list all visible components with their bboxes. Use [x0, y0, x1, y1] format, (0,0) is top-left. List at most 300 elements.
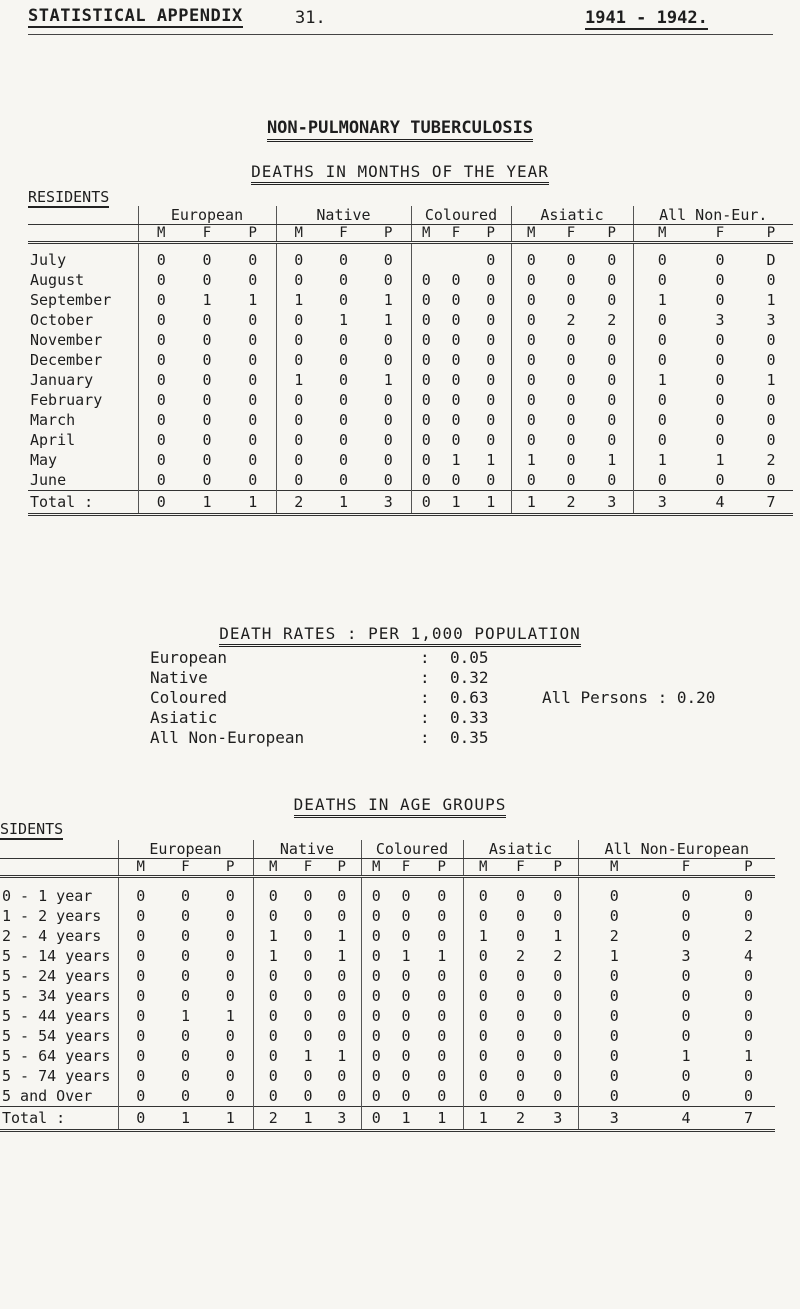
data-cell: 0 — [411, 370, 441, 390]
data-cell: 0 — [578, 986, 650, 1006]
table-row — [0, 1026, 775, 1046]
total-cell: 1 — [391, 1107, 421, 1131]
subcol-header: P — [366, 225, 411, 243]
data-cell: 0 — [463, 906, 503, 926]
data-cell: 0 — [361, 946, 391, 966]
rate-label: Native — [150, 668, 208, 687]
data-cell: 0 — [180, 987, 191, 1005]
data-cell: 0 — [553, 1027, 563, 1045]
rates-heading: DEATH RATES : PER 1,000 POPULATION — [0, 624, 800, 643]
data-cell: 0 — [276, 330, 321, 350]
data-cell: 1 — [681, 1047, 691, 1065]
data-cell: 1 — [337, 947, 347, 965]
data-cell: 1 — [253, 926, 293, 946]
rate-value: 0.05 — [450, 648, 489, 667]
table-row — [28, 290, 793, 310]
data-cell: 0 — [248, 471, 258, 489]
subcol-header: P — [471, 225, 511, 243]
data-cell: 0 — [553, 887, 563, 905]
data-cell: 0 — [401, 1027, 411, 1045]
data-cell: 0 — [303, 987, 313, 1005]
data-cell: 0 — [303, 967, 313, 985]
total-row — [0, 1107, 775, 1131]
data-cell: 0 — [225, 907, 235, 925]
data-cell: 0 — [138, 310, 184, 330]
rate-separator: : — [420, 668, 430, 687]
data-cell: 0 — [463, 1046, 503, 1066]
data-cell: 0 — [633, 430, 691, 450]
data-cell: 1 — [633, 290, 691, 310]
total-cell: 3 — [366, 491, 411, 515]
data-cell: 1 — [743, 1047, 754, 1065]
data-cell: 0 — [515, 987, 526, 1005]
data-cell: 0 — [361, 1066, 391, 1086]
data-cell: 1 — [633, 450, 691, 470]
data-cell: 0 — [118, 926, 163, 946]
total-cell: 1 — [421, 1107, 463, 1131]
subcol-header: P — [538, 859, 578, 877]
data-cell: 0 — [633, 350, 691, 370]
data-cell: 0 — [511, 410, 551, 430]
data-cell: 0 — [411, 390, 441, 410]
data-cell: 0 — [253, 1066, 293, 1086]
data-cell: 0 — [486, 331, 496, 349]
data-cell: 0 — [463, 986, 503, 1006]
data-cell: 0 — [338, 411, 349, 429]
data-cell: 0 — [437, 1007, 447, 1025]
subcol-header: P — [749, 225, 793, 243]
subcol-header: P — [421, 859, 463, 877]
data-cell: 0 — [743, 967, 754, 985]
data-cell: 0 — [253, 906, 293, 926]
subcol-header: M — [578, 859, 650, 877]
table-row — [28, 370, 793, 390]
data-cell: 0 — [578, 1006, 650, 1026]
data-cell: 0 — [253, 1086, 293, 1107]
data-cell: 0 — [451, 411, 461, 429]
data-cell: 0 — [202, 431, 212, 449]
data-cell: 0 — [337, 1067, 347, 1085]
data-cell: 0 — [138, 430, 184, 450]
data-cell: 0 — [338, 271, 349, 289]
subcol-header: F — [321, 225, 366, 243]
data-cell: 0 — [633, 243, 691, 271]
subcol-header: M — [253, 859, 293, 877]
rate-label: All Non-European — [150, 728, 305, 747]
subcol-header: M — [118, 859, 163, 877]
row-label: 0 - 1 year — [2, 887, 93, 905]
data-cell: 0 — [138, 410, 184, 430]
data-cell: 0 — [225, 887, 235, 905]
total-cell: 7 — [749, 491, 793, 515]
data-cell: 1 — [276, 370, 321, 390]
data-cell: 1 — [715, 451, 725, 469]
data-cell: 0 — [511, 290, 551, 310]
data-cell: 0 — [511, 370, 551, 390]
data-cell: 1 — [338, 311, 349, 329]
total-cell: 3 — [538, 1107, 578, 1131]
data-cell: 0 — [401, 927, 411, 945]
total-cell: 3 — [633, 491, 691, 515]
rate-row — [150, 688, 530, 708]
data-cell: 0 — [681, 927, 691, 945]
data-cell: 0 — [437, 907, 447, 925]
data-cell: 0 — [566, 471, 576, 489]
months-table — [28, 206, 793, 516]
data-cell: 0 — [202, 311, 212, 329]
data-cell: 0 — [248, 371, 258, 389]
table-row — [28, 350, 793, 370]
appendix-heading: STATISTICAL APPENDIX — [28, 6, 243, 26]
data-cell: 0 — [437, 1087, 447, 1105]
data-cell: 0 — [303, 1067, 313, 1085]
data-cell: 0 — [202, 471, 212, 489]
total-cell: 7 — [722, 1107, 775, 1131]
data-cell: 0 — [180, 927, 191, 945]
subcol-header: F — [184, 225, 230, 243]
data-cell: 0 — [118, 946, 163, 966]
data-cell: 0 — [253, 966, 293, 986]
data-cell: 0 — [303, 1027, 313, 1045]
data-cell: 0 — [225, 1027, 235, 1045]
data-cell: 0 — [451, 271, 461, 289]
data-cell: 0 — [337, 887, 347, 905]
data-cell: 0 — [180, 947, 191, 965]
data-cell: 0 — [202, 351, 212, 369]
subcol-header: F — [650, 859, 722, 877]
row-label: 5 - 64 years — [2, 1047, 111, 1065]
data-cell: 1 — [511, 450, 551, 470]
data-cell: 0 — [553, 967, 563, 985]
data-cell: 0 — [437, 927, 447, 945]
rate-row — [150, 668, 530, 688]
subcol-header: M — [276, 225, 321, 243]
total-cell: 1 — [163, 1107, 208, 1131]
data-cell: 0 — [715, 411, 725, 429]
data-cell: 3 — [715, 311, 725, 329]
data-cell: 0 — [681, 1087, 691, 1105]
data-cell — [411, 243, 441, 271]
data-cell: 0 — [253, 1006, 293, 1026]
data-cell: 0 — [715, 351, 725, 369]
data-cell: 0 — [118, 966, 163, 986]
data-cell: 0 — [463, 1006, 503, 1026]
data-cell: 0 — [276, 270, 321, 290]
data-cell: 1 — [766, 371, 776, 389]
subcol-header: M — [511, 225, 551, 243]
data-cell: 0 — [337, 987, 347, 1005]
data-cell: 0 — [437, 1047, 447, 1065]
data-cell: 0 — [338, 351, 349, 369]
data-cell: 0 — [607, 251, 617, 269]
table-row — [28, 243, 793, 271]
data-cell: 0 — [248, 311, 258, 329]
row-label: July — [30, 251, 67, 269]
total-cell: 4 — [691, 491, 749, 515]
rate-separator: : — [420, 648, 430, 667]
total-cell: 3 — [591, 491, 633, 515]
row-label: December — [30, 351, 103, 369]
data-cell: 0 — [451, 291, 461, 309]
subcol-header: F — [551, 225, 591, 243]
data-cell: 0 — [743, 907, 754, 925]
total-cell: 1 — [184, 491, 230, 515]
data-cell: 0 — [248, 271, 258, 289]
data-cell: 0 — [225, 927, 235, 945]
subcol-header: P — [208, 859, 253, 877]
total-cell: 1 — [208, 1107, 253, 1131]
data-cell: 0 — [411, 470, 441, 491]
data-cell: 0 — [515, 927, 526, 945]
subcol-header: M — [411, 225, 441, 243]
data-cell: 2 — [515, 947, 526, 965]
data-cell: 0 — [515, 1007, 526, 1025]
data-cell: 0 — [486, 251, 496, 269]
data-cell: 0 — [202, 391, 212, 409]
page-title: NON-PULMONARY TUBERCULOSIS — [0, 118, 800, 138]
data-cell: 0 — [715, 331, 725, 349]
data-cell: 0 — [401, 887, 411, 905]
data-cell: 0 — [566, 331, 576, 349]
data-cell: 0 — [248, 331, 258, 349]
data-cell: 0 — [411, 350, 441, 370]
data-cell: 0 — [118, 1066, 163, 1086]
data-cell: 0 — [607, 291, 617, 309]
data-cell: 0 — [511, 470, 551, 491]
data-cell: 0 — [337, 1027, 347, 1045]
rate-label: Asiatic — [150, 708, 218, 727]
total-cell: 2 — [253, 1107, 293, 1131]
row-label: September — [30, 291, 112, 309]
data-cell: 0 — [681, 967, 691, 985]
group-header: Asiatic — [463, 840, 578, 859]
data-cell: 0 — [138, 290, 184, 310]
data-cell: 0 — [553, 1087, 563, 1105]
data-cell: 0 — [276, 450, 321, 470]
data-cell: 0 — [138, 330, 184, 350]
data-cell: 0 — [607, 351, 617, 369]
data-cell: 0 — [553, 1007, 563, 1025]
data-cell: 0 — [566, 391, 576, 409]
data-cell: 0 — [511, 430, 551, 450]
data-cell: 0 — [486, 291, 496, 309]
data-cell: 0 — [715, 291, 725, 309]
year-range: 1941 - 1942. — [585, 8, 708, 28]
data-cell: 0 — [202, 271, 212, 289]
data-cell: 0 — [515, 1027, 526, 1045]
subcol-header: P — [591, 225, 633, 243]
row-label: May — [30, 451, 58, 469]
data-cell: 0 — [361, 906, 391, 926]
rate-value: 0.32 — [450, 668, 489, 687]
subcol-header: P — [323, 859, 361, 877]
data-cell: 0 — [515, 1047, 526, 1065]
data-cell: 0 — [401, 907, 411, 925]
row-label: February — [30, 391, 103, 409]
data-cell: 0 — [276, 410, 321, 430]
total-cell: 3 — [578, 1107, 650, 1131]
row-label: 5 - 54 years — [2, 1027, 111, 1045]
data-cell: 0 — [118, 1086, 163, 1107]
data-cell: 0 — [276, 243, 321, 271]
data-cell: 0 — [361, 986, 391, 1006]
rate-separator: : — [420, 728, 430, 747]
data-cell: 0 — [118, 1046, 163, 1066]
data-cell: 1 — [451, 451, 461, 469]
data-cell: 0 — [303, 947, 313, 965]
data-cell: 0 — [607, 411, 617, 429]
group-header: Native — [253, 840, 361, 859]
subcol-header: P — [722, 859, 775, 877]
data-cell: 0 — [202, 411, 212, 429]
data-cell: 0 — [248, 451, 258, 469]
data-cell: 0 — [607, 271, 617, 289]
data-cell: 0 — [451, 431, 461, 449]
data-cell: 0 — [515, 967, 526, 985]
total-label: Total : — [0, 1107, 118, 1131]
data-cell: 0 — [383, 271, 393, 289]
data-cell: D — [766, 251, 776, 269]
data-cell: 0 — [607, 391, 617, 409]
data-cell: 1 — [202, 291, 212, 309]
data-cell — [441, 243, 471, 271]
data-cell: 0 — [361, 1006, 391, 1026]
data-cell: 1 — [225, 1007, 235, 1025]
data-cell: 1 — [383, 311, 393, 329]
row-label: 5 - 44 years — [2, 1007, 111, 1025]
data-cell: 0 — [578, 1086, 650, 1107]
data-cell: 0 — [383, 471, 393, 489]
data-cell: 0 — [633, 310, 691, 330]
table-row — [0, 1066, 775, 1086]
data-cell: 1 — [248, 291, 258, 309]
total-cell: 2 — [503, 1107, 538, 1131]
data-cell: 0 — [180, 887, 191, 905]
data-cell: 0 — [486, 271, 496, 289]
data-cell: 0 — [383, 451, 393, 469]
data-cell: 0 — [715, 251, 725, 269]
data-cell: 0 — [248, 251, 258, 269]
group-header: Asiatic — [511, 206, 633, 225]
rate-value: 0.33 — [450, 708, 489, 727]
data-cell: 0 — [766, 331, 776, 349]
data-cell: 0 — [566, 371, 576, 389]
group-header: European — [138, 206, 276, 225]
row-label: April — [30, 431, 76, 449]
total-label: Total : — [28, 491, 138, 515]
data-cell: 0 — [118, 906, 163, 926]
group-header: Native — [276, 206, 411, 225]
data-cell: 0 — [451, 311, 461, 329]
data-cell: 0 — [463, 1066, 503, 1086]
data-cell: 0 — [248, 351, 258, 369]
row-label: 5 and Over — [2, 1087, 93, 1105]
data-cell: 0 — [338, 251, 349, 269]
data-cell: 0 — [225, 1067, 235, 1085]
data-cell: 0 — [338, 391, 349, 409]
data-cell: 0 — [766, 411, 776, 429]
data-cell: 3 — [766, 311, 776, 329]
data-cell: 1 — [437, 947, 447, 965]
total-cell: 0 — [138, 491, 184, 515]
data-cell: 0 — [463, 966, 503, 986]
table-row — [28, 330, 793, 350]
data-cell: 0 — [411, 270, 441, 290]
data-cell: 0 — [361, 966, 391, 986]
data-cell: 0 — [553, 1047, 563, 1065]
data-cell: 0 — [715, 391, 725, 409]
data-cell: 0 — [766, 471, 776, 489]
months-heading: DEATHS IN MONTHS OF THE YEAR — [0, 162, 800, 181]
table-row — [0, 986, 775, 1006]
data-cell: 0 — [202, 371, 212, 389]
group-header: Coloured — [361, 840, 463, 859]
total-cell: 0 — [411, 491, 441, 515]
total-cell: 1 — [293, 1107, 323, 1131]
data-cell: 0 — [566, 251, 576, 269]
data-cell: 0 — [138, 350, 184, 370]
data-cell: 0 — [578, 877, 650, 907]
data-cell: 0 — [337, 1087, 347, 1105]
data-cell: 0 — [633, 330, 691, 350]
data-cell: 0 — [401, 987, 411, 1005]
data-cell: 0 — [578, 1026, 650, 1046]
data-cell: 0 — [337, 967, 347, 985]
total-cell: 1 — [471, 491, 511, 515]
data-cell: 1 — [633, 370, 691, 390]
data-cell: 2 — [743, 927, 754, 945]
data-cell: 0 — [743, 987, 754, 1005]
row-label: August — [30, 271, 85, 289]
data-cell: 0 — [118, 986, 163, 1006]
data-cell: 0 — [225, 1047, 235, 1065]
subcol-header: F — [503, 859, 538, 877]
data-cell: 1 — [276, 290, 321, 310]
row-label: October — [30, 311, 94, 329]
total-cell: 3 — [323, 1107, 361, 1131]
subcol-header: F — [691, 225, 749, 243]
data-cell: 0 — [118, 1026, 163, 1046]
data-cell: 0 — [743, 1087, 754, 1105]
data-cell: 0 — [337, 1007, 347, 1025]
data-cell: 0 — [566, 351, 576, 369]
data-cell: 0 — [401, 1087, 411, 1105]
data-cell: 0 — [180, 1027, 191, 1045]
data-cell: 0 — [202, 451, 212, 469]
row-label: November — [30, 331, 103, 349]
data-cell: 0 — [202, 331, 212, 349]
data-cell: 0 — [515, 887, 526, 905]
data-cell: 0 — [607, 431, 617, 449]
data-cell: 0 — [511, 350, 551, 370]
data-cell: 1 — [383, 291, 393, 309]
data-cell: 0 — [248, 431, 258, 449]
data-cell: 0 — [338, 331, 349, 349]
rate-value: 0.63 — [450, 688, 489, 707]
residents-label: RESIDENTS — [28, 188, 110, 206]
data-cell: 0 — [411, 310, 441, 330]
data-cell: 0 — [276, 350, 321, 370]
data-cell: 0 — [578, 906, 650, 926]
subcol-header: M — [633, 225, 691, 243]
data-cell: 1 — [253, 946, 293, 966]
data-cell: 0 — [515, 1067, 526, 1085]
data-cell: 0 — [486, 431, 496, 449]
total-cell: 2 — [551, 491, 591, 515]
data-cell: 0 — [463, 946, 503, 966]
data-cell: 0 — [138, 270, 184, 290]
data-cell: 0 — [607, 371, 617, 389]
